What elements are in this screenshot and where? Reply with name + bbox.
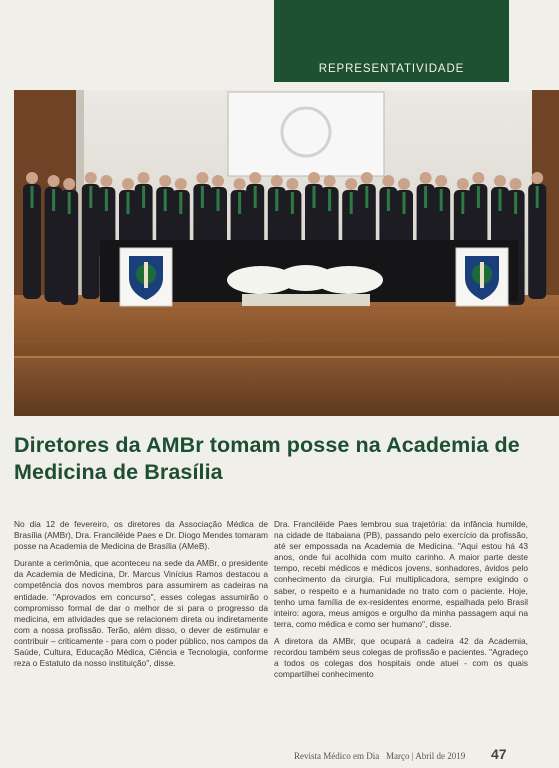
person-sash	[313, 186, 316, 208]
person-head	[494, 175, 506, 187]
person-sash	[105, 189, 108, 211]
page-footer	[0, 746, 559, 766]
magazine-name: Revista Médico em Dia	[294, 751, 380, 761]
person-sash	[350, 192, 353, 214]
person-head	[420, 172, 432, 184]
person-sash	[291, 192, 294, 214]
person-sash	[477, 186, 480, 208]
person-sash	[31, 186, 34, 208]
person-sash	[424, 186, 427, 208]
article-paragraph: Durante a cerimônia, que aconteceu na sede da AMBr, o presidente da Academia de Medicina, Dr. Marcus Vinícius Ramos destacou a competência dos novos membros para assumirem as cadeiras na entidade. "Aprovados em concurso", esses colegas assumirão o compromisso formal de dar o melhor de si para o progresso da medicina, em atividades que se relacionem direta ou indiretamente com a nossa profissão. Terão, além disso, o dever de estimular e contribuir – criticamente - para com o poder público, nos campos da Saúde, Cultura, Educação Médica, Ciência e Tecnologia, conforme reza o Estatuto da nosso instituição", disse.	[14, 558, 268, 669]
person-sash	[499, 189, 502, 211]
person-head	[212, 175, 224, 187]
person-head	[138, 172, 150, 184]
person-sash	[89, 186, 92, 208]
person-head	[510, 178, 522, 190]
person-sash	[164, 189, 167, 211]
person-head	[361, 172, 373, 184]
issue-date: Março | Abril de 2019	[386, 751, 466, 761]
person-sash	[387, 189, 390, 211]
person-sash	[275, 189, 278, 211]
person-sash	[142, 186, 145, 208]
person-head	[196, 172, 208, 184]
person-head	[26, 172, 38, 184]
person-head	[472, 172, 484, 184]
person-head	[234, 178, 246, 190]
person-head	[249, 172, 261, 184]
person-sash	[254, 186, 257, 208]
person-head	[85, 172, 97, 184]
person-head	[531, 172, 543, 184]
person-head	[382, 175, 394, 187]
article-paragraph: Dra. Franciléide Paes lembrou sua trajetória: da infância humilde, na cidade de Itabaiana (PB), passando pelo exercício da profissão, até ser empossada na Academia de Medicina. "Aqui estou há 43 anos, onde fui acolhida com muito carinho. A maior parte deste tempo, recebi médicos e médicos jovens, sonhadores, ávidos pelo conhecimento da cirurgia. Fui multiplicadora, sempre exigindo o saber, o respeito e a humanidade no trato com o paciente. Hoje, tenho uma família de ex-residentes enorme, espalhada pelo Brasil inteiro: agora, meus amigos e orgulho da minha passagem aqui na terra, como médica e como ser humano", disse.	[274, 519, 528, 629]
person-head	[159, 175, 171, 187]
person-head	[122, 178, 134, 190]
person-head	[324, 175, 336, 187]
person-head	[175, 178, 187, 190]
person-head	[100, 175, 112, 187]
person-head	[63, 178, 75, 190]
person-head	[286, 178, 298, 190]
article-paragraph: A diretora da AMBr, que ocupará a cadeira 42 da Academia, recordou também seus colegas de profissão e pacientes. "Agradeço a todos os colegas dos hospitais onde atuei - com os quais compartilhei conhecimento	[274, 635, 528, 680]
person-head	[345, 178, 357, 190]
person-sash	[514, 192, 517, 214]
person-sash	[365, 186, 368, 208]
person-head	[435, 175, 447, 187]
person-head	[48, 175, 60, 187]
person-head	[398, 178, 410, 190]
article-column-right	[274, 519, 528, 686]
person-head	[308, 172, 320, 184]
person-sash	[461, 192, 464, 214]
person-sash	[440, 189, 443, 211]
person-sash	[201, 186, 204, 208]
person-head	[271, 175, 283, 187]
person-sash	[238, 192, 241, 214]
person-sash	[52, 189, 55, 211]
page-number: 47	[491, 746, 507, 762]
section-tab	[274, 0, 509, 82]
person-sash	[536, 186, 539, 208]
person-sash	[328, 189, 331, 211]
ceremony-group-photo	[14, 90, 559, 416]
article-headline: Diretores da AMBr tomam posse na Academia de Medicina de Brasília	[14, 433, 520, 484]
section-label: REPRESENTATIVIDADE	[318, 63, 465, 75]
person-sash	[217, 189, 220, 211]
person-sash	[403, 192, 406, 214]
person-head	[457, 178, 469, 190]
person-sash	[127, 192, 130, 214]
article-paragraph: No dia 12 de fevereiro, os diretores da Associação Médica de Brasília (AMBr), Dra. Franciléide Paes e Dr. Diogo Mendes tomaram posse na Academia de Medicina de Brasília (AMeB).	[14, 519, 268, 552]
person-sash	[179, 192, 182, 214]
person-sash	[68, 192, 71, 214]
article-column-left	[14, 519, 268, 675]
